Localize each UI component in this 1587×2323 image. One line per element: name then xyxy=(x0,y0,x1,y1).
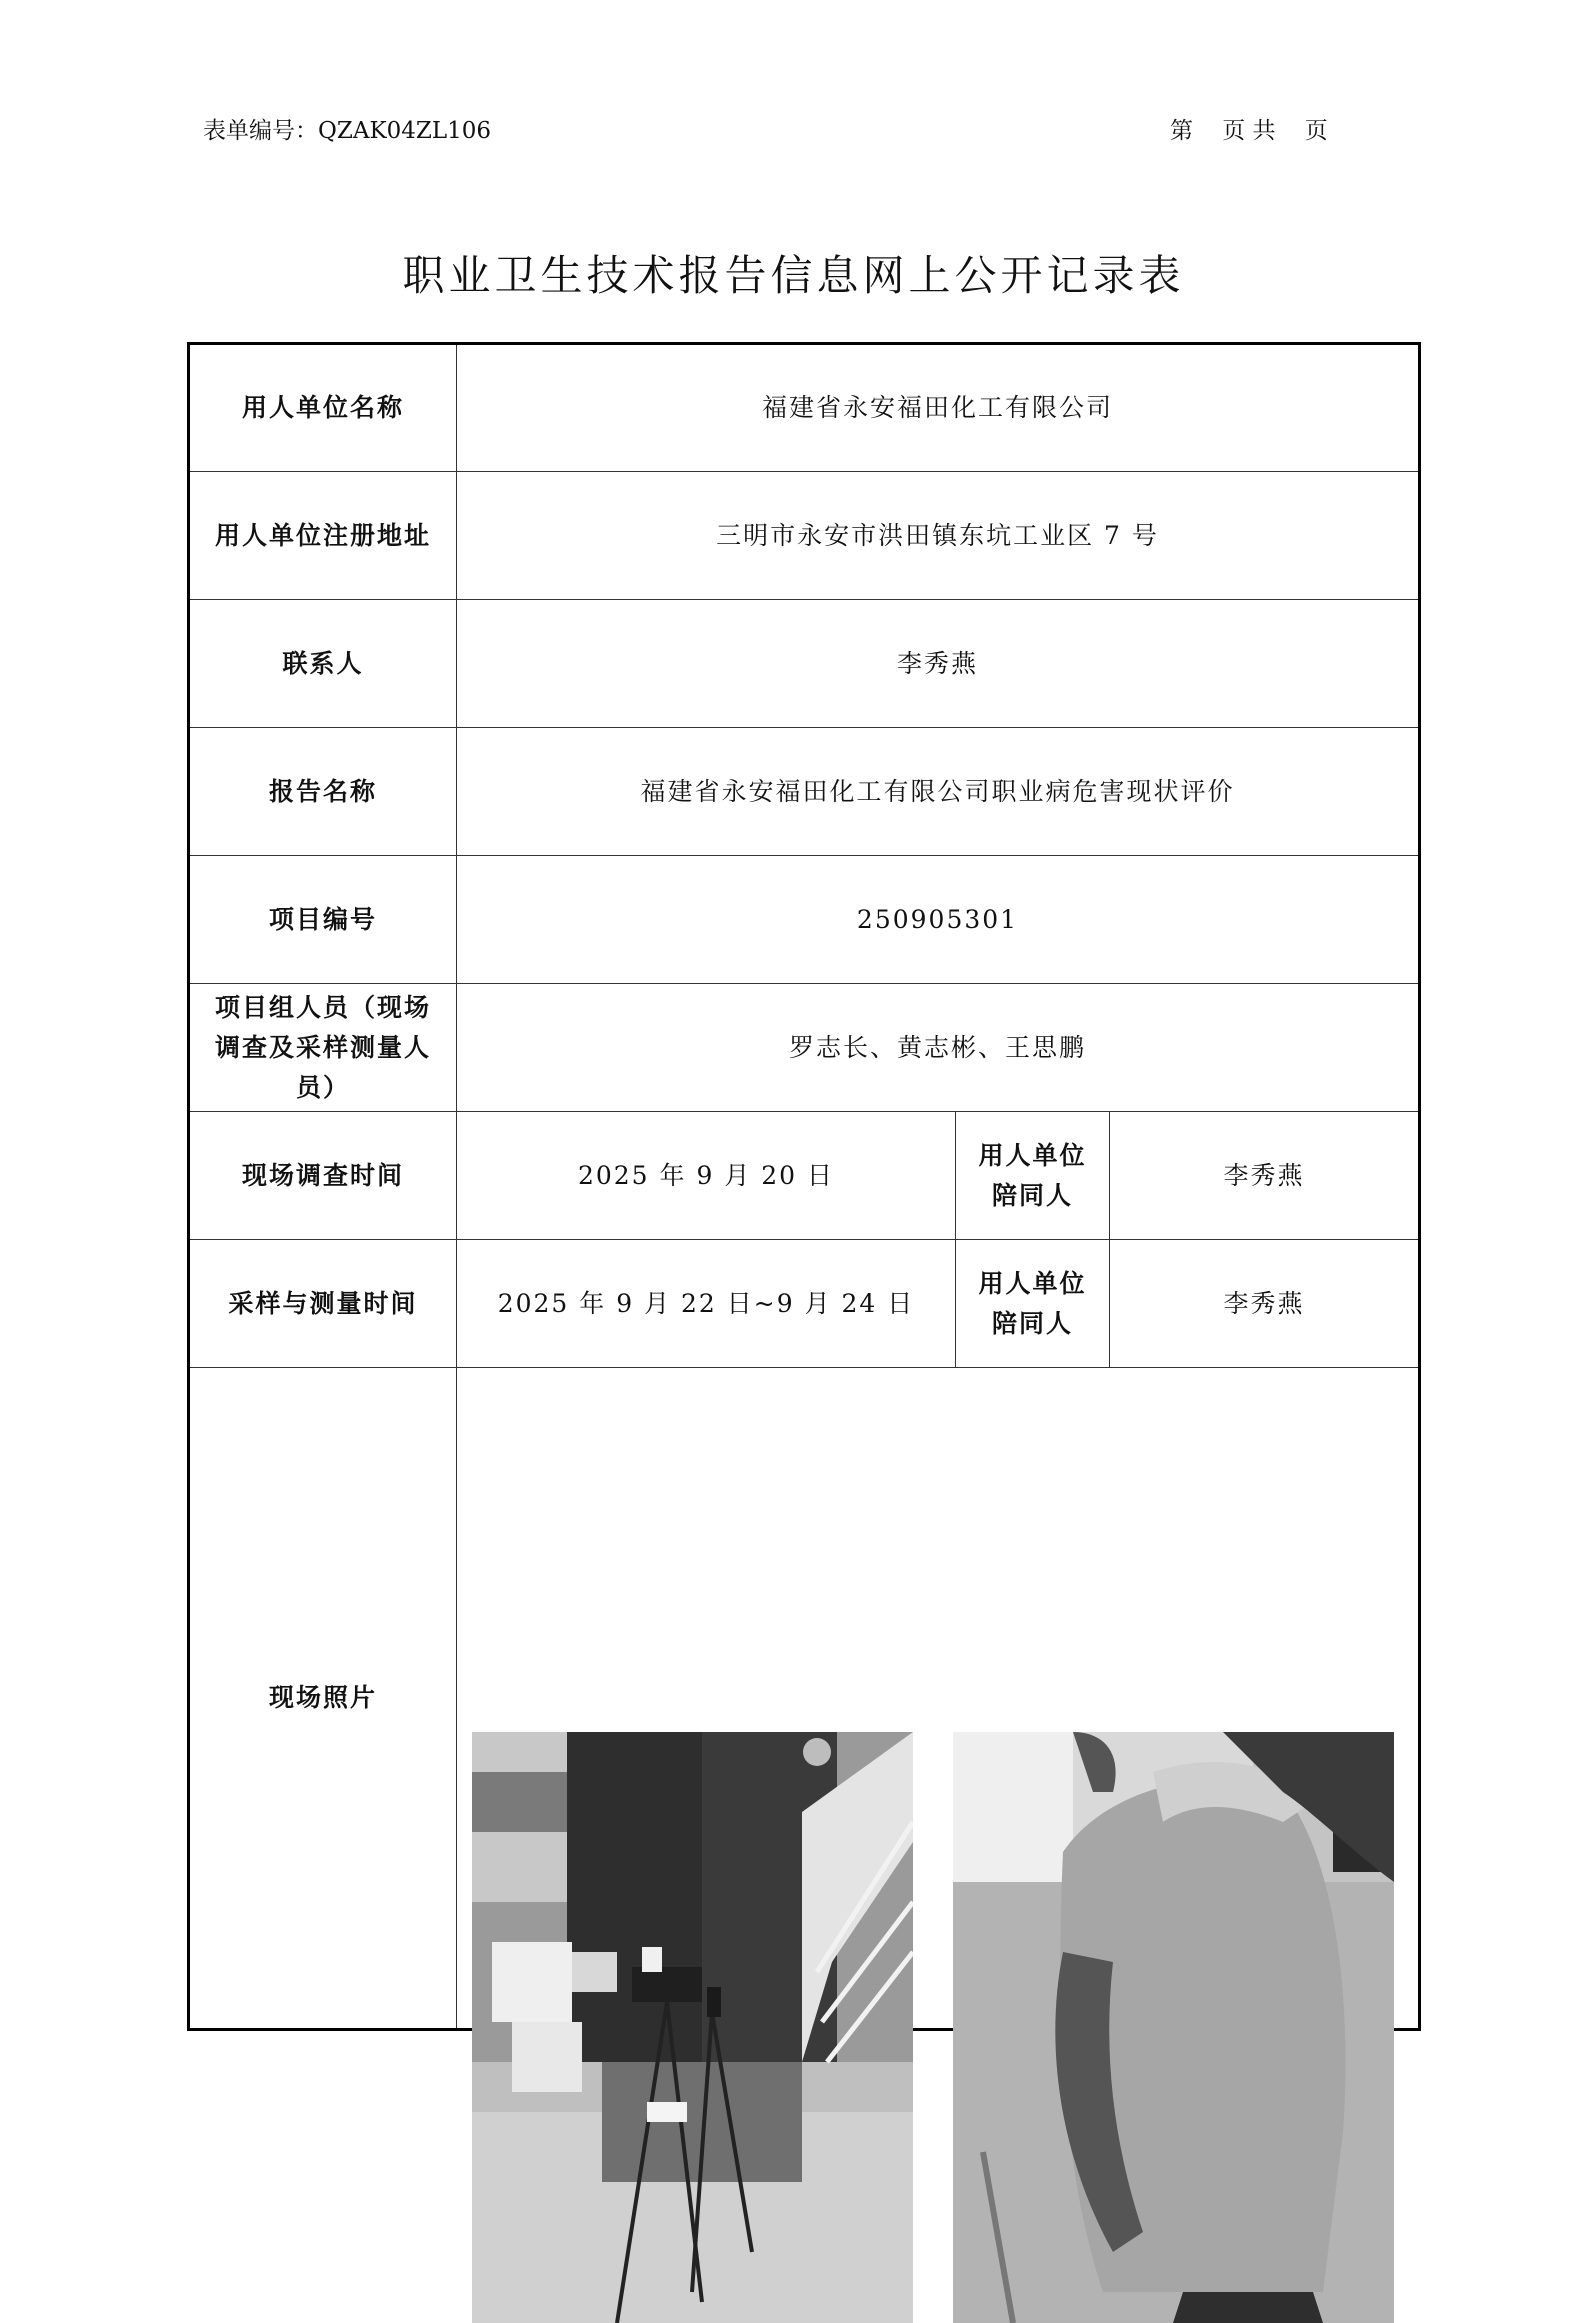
row-employer-name xyxy=(189,344,1420,472)
page-info: 第 页 共 页 xyxy=(1170,118,1328,144)
report-name-value: 福建省永安福田化工有限公司职业病危害现状评价 xyxy=(457,728,1420,856)
row-team xyxy=(189,984,1420,1112)
sampling-companion-label: 用人单位陪同人 xyxy=(956,1240,1110,1368)
sampling-companion-value: 李秀燕 xyxy=(1110,1240,1420,1368)
photos-label: 现场照片 xyxy=(189,1368,457,2030)
sampling-time-label: 采样与测量时间 xyxy=(189,1240,457,1368)
survey-companion-label: 用人单位陪同人 xyxy=(956,1112,1110,1240)
project-no-value: 250905301 xyxy=(457,856,1420,984)
row-photos xyxy=(189,1368,1420,2030)
photos-cell xyxy=(457,1368,1420,2030)
contact-value: 李秀燕 xyxy=(457,600,1420,728)
row-contact xyxy=(189,600,1420,728)
form-number: 表单编号：QZAK04ZL106 xyxy=(203,118,492,144)
row-address xyxy=(189,472,1420,600)
contact-label: 联系人 xyxy=(189,600,457,728)
record-table xyxy=(187,342,1421,2031)
page-title: 职业卫生技术报告信息网上公开记录表 xyxy=(402,251,1185,300)
address-value: 三明市永安市洪田镇东坑工业区 7 号 xyxy=(457,472,1420,600)
survey-time-label: 现场调查时间 xyxy=(189,1112,457,1240)
row-survey-time xyxy=(189,1112,1420,1240)
row-report-name xyxy=(189,728,1420,856)
survey-time-value: 2025 年 9 月 20 日 xyxy=(457,1112,956,1240)
survey-companion-value: 李秀燕 xyxy=(1110,1112,1420,1240)
team-label: 项目组人员（现场调查及采样测量人员） xyxy=(189,984,457,1112)
employer-name-value: 福建省永安福田化工有限公司 xyxy=(457,344,1420,472)
row-project-no xyxy=(189,856,1420,984)
employer-name-label: 用人单位名称 xyxy=(189,344,457,472)
team-value: 罗志长、黄志彬、王思鹏 xyxy=(457,984,1420,1112)
project-no-label: 项目编号 xyxy=(189,856,457,984)
address-label: 用人单位注册地址 xyxy=(189,472,457,600)
site-photo-equipment xyxy=(472,1732,913,2323)
site-photo-worker xyxy=(953,1732,1394,2323)
sampling-time-value: 2025 年 9 月 22 日~9 月 24 日 xyxy=(457,1240,956,1368)
report-name-label: 报告名称 xyxy=(189,728,457,856)
row-sampling-time xyxy=(189,1240,1420,1368)
